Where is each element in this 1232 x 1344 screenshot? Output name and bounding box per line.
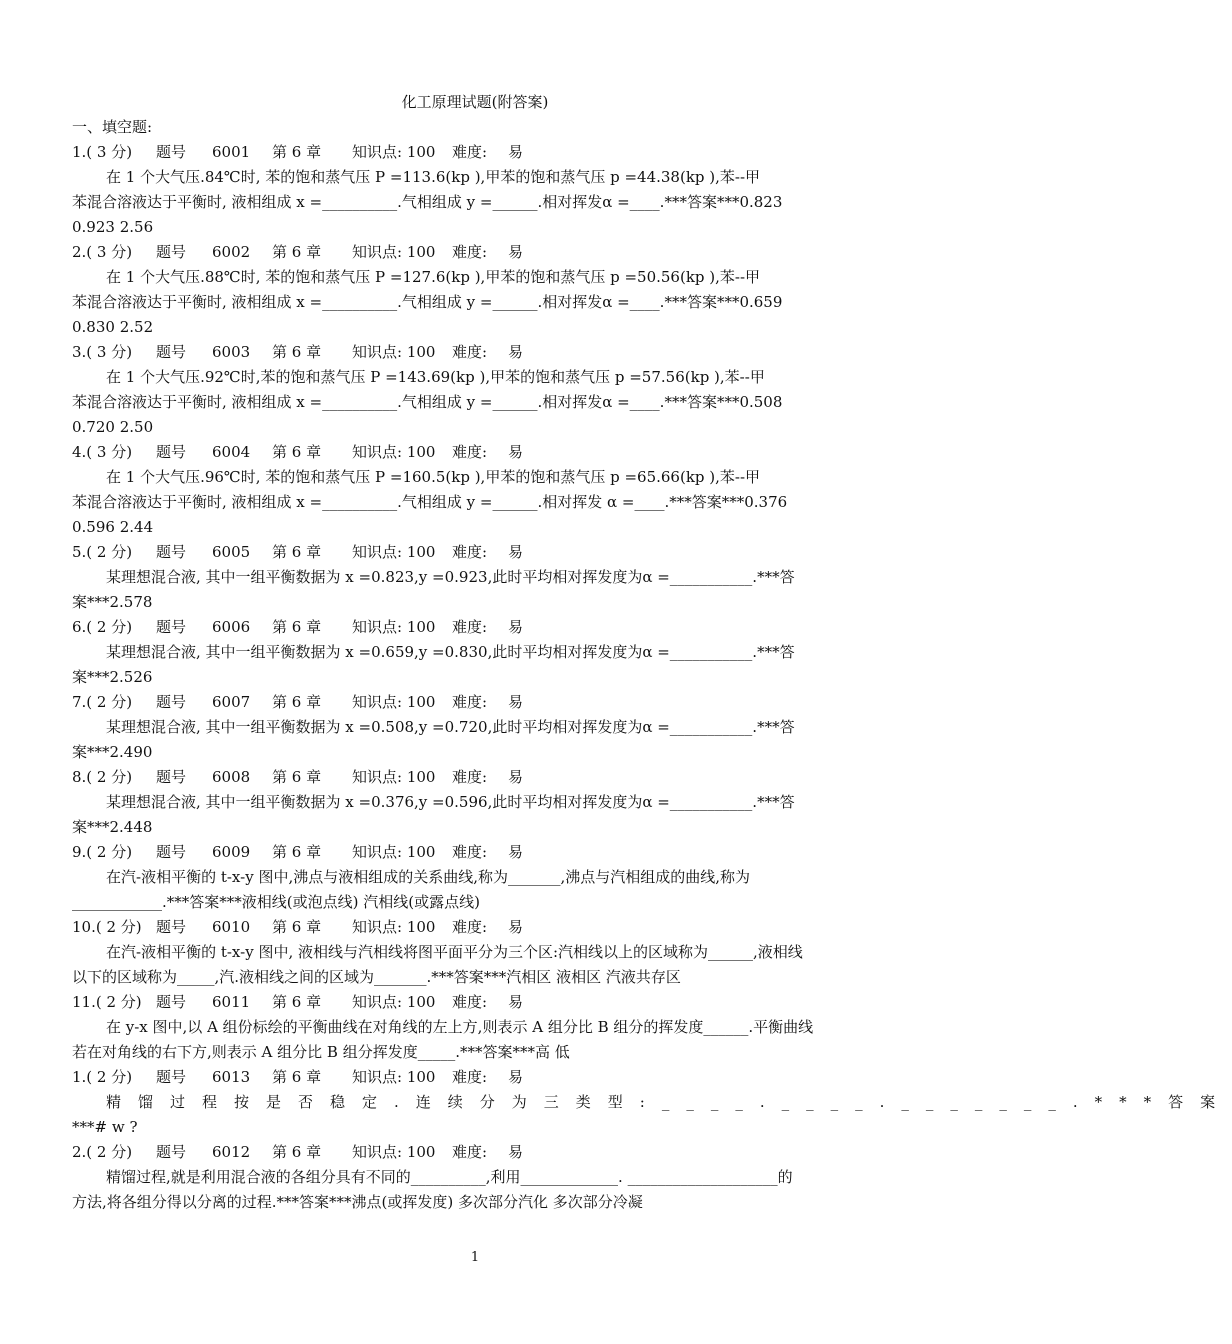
- question-knowledge-point: 知识点: 100: [352, 143, 436, 161]
- question-text: 精馏过程,就是利用混合液的各组分具有不同的__________,利用_____________. ____________________的: [106, 1168, 793, 1186]
- question-block: [72, 140, 878, 240]
- question-code: 6008: [212, 768, 251, 786]
- question-block: [72, 340, 878, 440]
- question-id-label: 题号: [156, 993, 187, 1011]
- question-difficulty: 易: [508, 1068, 524, 1086]
- question-text: 在 1 个大气压.84℃时, 苯的饱和蒸气压 P =113.6(kp ),甲苯的饱和蒸气压 p =44.38(kp ),苯--甲: [106, 168, 761, 186]
- question-chapter: 第 6 章: [272, 443, 322, 461]
- question-number: 2.( 2 分): [72, 1143, 133, 1161]
- question-difficulty: 易: [508, 343, 524, 361]
- question-number: 1.( 2 分): [72, 1068, 133, 1086]
- question-difficulty: 易: [508, 543, 524, 561]
- question-text-continued: 0.596 2.44: [72, 518, 154, 536]
- question-text: 在 y-x 图中,以 A 组份标绘的平衡曲线在对角线的左上方,则表示 A 组分比 B 组分的挥发度______.平衡曲线: [106, 1018, 814, 1036]
- question-text: 某理想混合液, 其中一组平衡数据为 x =0.508,y =0.720,此时平均相对挥发度为α =___________.***答: [106, 718, 795, 736]
- question-id-label: 题号: [156, 243, 187, 261]
- question-header: [72, 1065, 878, 1090]
- question-block: [72, 1140, 878, 1215]
- question-header: [72, 840, 878, 865]
- question-text-continued: 案***2.526: [72, 668, 153, 686]
- question-difficulty: 易: [508, 443, 524, 461]
- section-heading: 一、填空题:: [72, 118, 153, 136]
- question-difficulty-label: 难度:: [452, 768, 488, 786]
- question-chapter: 第 6 章: [272, 543, 322, 561]
- question-header: [72, 1140, 878, 1165]
- question-header: [72, 990, 878, 1015]
- question-block: [72, 615, 878, 690]
- question-knowledge-point: 知识点: 100: [352, 243, 436, 261]
- question-number: 7.( 2 分): [72, 693, 133, 711]
- question-text: 某理想混合液, 其中一组平衡数据为 x =0.376,y =0.596,此时平均相对挥发度为α =___________.***答: [106, 793, 795, 811]
- question-chapter: 第 6 章: [272, 693, 322, 711]
- question-block: [72, 765, 878, 840]
- question-number: 6.( 2 分): [72, 618, 133, 636]
- question-difficulty-label: 难度:: [452, 618, 488, 636]
- question-number: 8.( 2 分): [72, 768, 133, 786]
- question-difficulty-label: 难度:: [452, 918, 488, 936]
- question-id-label: 题号: [156, 1143, 187, 1161]
- document-title: 化工原理试题(附答案): [401, 93, 549, 111]
- question-difficulty-label: 难度:: [452, 543, 488, 561]
- question-text: 某理想混合液, 其中一组平衡数据为 x =0.659,y =0.830,此时平均相对挥发度为α =___________.***答: [106, 643, 795, 661]
- question-difficulty-label: 难度:: [452, 243, 488, 261]
- question-text: 在 1 个大气压.92℃时,苯的饱和蒸气压 P =143.69(kp ),甲苯的饱和蒸气压 p =57.56(kp ),苯--甲: [106, 368, 765, 386]
- question-chapter: 第 6 章: [272, 243, 322, 261]
- question-code: 6001: [212, 143, 251, 161]
- question-difficulty-label: 难度:: [452, 143, 488, 161]
- question-number: 5.( 2 分): [72, 543, 133, 561]
- question-id-label: 题号: [156, 768, 187, 786]
- question-code: 6011: [212, 993, 251, 1011]
- question-header: [72, 340, 878, 365]
- question-number: 11.( 2 分): [72, 993, 142, 1011]
- question-text-continued: 苯混合溶液达于平衡时, 液相组成 x =__________.气相组成 y =______.相对挥发α =____.***答案***0.659: [72, 293, 783, 311]
- question-chapter: 第 6 章: [272, 918, 322, 936]
- question-block: [72, 540, 878, 615]
- question-text-continued: 0.923 2.56: [72, 218, 154, 236]
- question-code: 6010: [212, 918, 251, 936]
- question-text-continued: 以下的区域称为_____,汽.液相线之间的区域为_______.***答案***汽相区 液相区 汽液共存区: [72, 968, 681, 986]
- question-difficulty-label: 难度:: [452, 443, 488, 461]
- question-text: 在汽-液相平衡的 t-x-y 图中,沸点与液相组成的关系曲线,称为_______,沸点与汽相组成的曲线,称为: [106, 868, 751, 886]
- question-difficulty: 易: [508, 143, 524, 161]
- question-difficulty-label: 难度:: [452, 343, 488, 361]
- question-block: [72, 915, 878, 990]
- question-text-continued: 苯混合溶液达于平衡时, 液相组成 x =__________.气相组成 y =______.相对挥发α =____.***答案***0.508: [72, 393, 783, 411]
- question-text: 在 1 个大气压.88℃时, 苯的饱和蒸气压 P =127.6(kp ),甲苯的饱和蒸气压 p =50.56(kp ),苯--甲: [106, 268, 761, 286]
- question-code: 6006: [212, 618, 251, 636]
- question-text-continued: 案***2.448: [72, 818, 153, 836]
- question-code: 6013: [212, 1068, 251, 1086]
- question-difficulty: 易: [508, 993, 524, 1011]
- question-text-continued: ____________.***答案***液相线(或泡点线) 汽相线(或露点线): [72, 893, 480, 911]
- question-id-label: 题号: [156, 693, 187, 711]
- question-text-continued: ***# w ?: [72, 1118, 138, 1136]
- question-knowledge-point: 知识点: 100: [352, 993, 436, 1011]
- question-difficulty: 易: [508, 1143, 524, 1161]
- question-chapter: 第 6 章: [272, 1068, 322, 1086]
- question-difficulty-label: 难度:: [452, 843, 488, 861]
- page-number: 1: [470, 1250, 480, 1265]
- question-text-continued: 若在对角线的右下方,则表示 A 组分比 B 组分挥发度_____.***答案***高 低: [72, 1043, 570, 1061]
- question-header: [72, 915, 878, 940]
- question-difficulty: 易: [508, 768, 524, 786]
- question-chapter: 第 6 章: [272, 1143, 322, 1161]
- question-block: [72, 840, 878, 915]
- question-code: 6012: [212, 1143, 251, 1161]
- question-chapter: 第 6 章: [272, 618, 322, 636]
- question-difficulty: 易: [508, 243, 524, 261]
- question-header: [72, 240, 878, 265]
- question-chapter: 第 6 章: [272, 843, 322, 861]
- question-text-continued: 案***2.578: [72, 593, 153, 611]
- question-header: [72, 765, 878, 790]
- question-code: 6002: [212, 243, 251, 261]
- question-knowledge-point: 知识点: 100: [352, 543, 436, 561]
- question-knowledge-point: 知识点: 100: [352, 918, 436, 936]
- question-number: 2.( 3 分): [72, 243, 133, 261]
- question-block: [72, 690, 878, 765]
- question-text: 某理想混合液, 其中一组平衡数据为 x =0.823,y =0.923,此时平均相对挥发度为α =___________.***答: [106, 568, 795, 586]
- question-chapter: 第 6 章: [272, 343, 322, 361]
- question-knowledge-point: 知识点: 100: [352, 1143, 436, 1161]
- question-id-label: 题号: [156, 843, 187, 861]
- question-header: [72, 440, 878, 465]
- question-difficulty-label: 难度:: [452, 993, 488, 1011]
- question-text-continued: 案***2.490: [72, 743, 153, 761]
- question-number: 10.( 2 分): [72, 918, 142, 936]
- question-code: 6007: [212, 693, 251, 711]
- question-number: 9.( 2 分): [72, 843, 133, 861]
- question-chapter: 第 6 章: [272, 768, 322, 786]
- question-id-label: 题号: [156, 1068, 187, 1086]
- question-text: 在 1 个大气压.96℃时, 苯的饱和蒸气压 P =160.5(kp ),甲苯的饱和蒸气压 p =65.66(kp ),苯--甲: [106, 468, 761, 486]
- question-id-label: 题号: [156, 143, 187, 161]
- question-block: [72, 990, 878, 1065]
- question-header: [72, 615, 878, 640]
- question-code: 6004: [212, 443, 251, 461]
- question-text: 在汽-液相平衡的 t-x-y 图中, 液相线与汽相线将图平面平分为三个区:汽相线以上的区域称为______,液相线: [106, 943, 803, 961]
- question-code: 6005: [212, 543, 251, 561]
- question-id-label: 题号: [156, 343, 187, 361]
- question-list: [72, 140, 1232, 1215]
- question-text-continued: 苯混合溶液达于平衡时, 液相组成 x =__________.气相组成 y =______.相对挥发α =____.***答案***0.823: [72, 193, 783, 211]
- question-knowledge-point: 知识点: 100: [352, 443, 436, 461]
- question-header: [72, 540, 878, 565]
- question-block: [72, 440, 878, 540]
- question-knowledge-point: 知识点: 100: [352, 1068, 436, 1086]
- question-id-label: 题号: [156, 618, 187, 636]
- question-code: 6009: [212, 843, 251, 861]
- question-header: [72, 140, 878, 165]
- question-id-label: 题号: [156, 918, 187, 936]
- question-code: 6003: [212, 343, 251, 361]
- question-text-continued: 方法,将各组分得以分离的过程.***答案***沸点(或挥发度) 多次部分汽化 多次部分冷凝: [72, 1193, 643, 1211]
- question-text-continued: 0.720 2.50: [72, 418, 154, 436]
- question-difficulty: 易: [508, 693, 524, 711]
- question-chapter: 第 6 章: [272, 143, 322, 161]
- question-knowledge-point: 知识点: 100: [352, 843, 436, 861]
- question-number: 1.( 3 分): [72, 143, 133, 161]
- question-knowledge-point: 知识点: 100: [352, 343, 436, 361]
- question-id-label: 题号: [156, 543, 187, 561]
- document-page: [72, 90, 1232, 1215]
- question-difficulty: 易: [508, 843, 524, 861]
- question-knowledge-point: 知识点: 100: [352, 768, 436, 786]
- question-header: [72, 690, 878, 715]
- question-difficulty: 易: [508, 618, 524, 636]
- question-number: 4.( 3 分): [72, 443, 133, 461]
- question-text: 精馏过程按是否稳定.连续分为三类型:____.____._______.***答案: [106, 1093, 1232, 1111]
- question-number: 3.( 3 分): [72, 343, 133, 361]
- question-block: [72, 240, 878, 340]
- question-difficulty: 易: [508, 918, 524, 936]
- question-difficulty-label: 难度:: [452, 1143, 488, 1161]
- question-block: [72, 1065, 1232, 1140]
- question-id-label: 题号: [156, 443, 187, 461]
- question-knowledge-point: 知识点: 100: [352, 693, 436, 711]
- question-difficulty-label: 难度:: [452, 693, 488, 711]
- question-chapter: 第 6 章: [272, 993, 322, 1011]
- question-difficulty-label: 难度:: [452, 1068, 488, 1086]
- question-text-continued: 苯混合溶液达于平衡时, 液相组成 x =__________.气相组成 y =______.相对挥发 α =____.***答案***0.376: [72, 493, 788, 511]
- question-knowledge-point: 知识点: 100: [352, 618, 436, 636]
- question-text-continued: 0.830 2.52: [72, 318, 154, 336]
